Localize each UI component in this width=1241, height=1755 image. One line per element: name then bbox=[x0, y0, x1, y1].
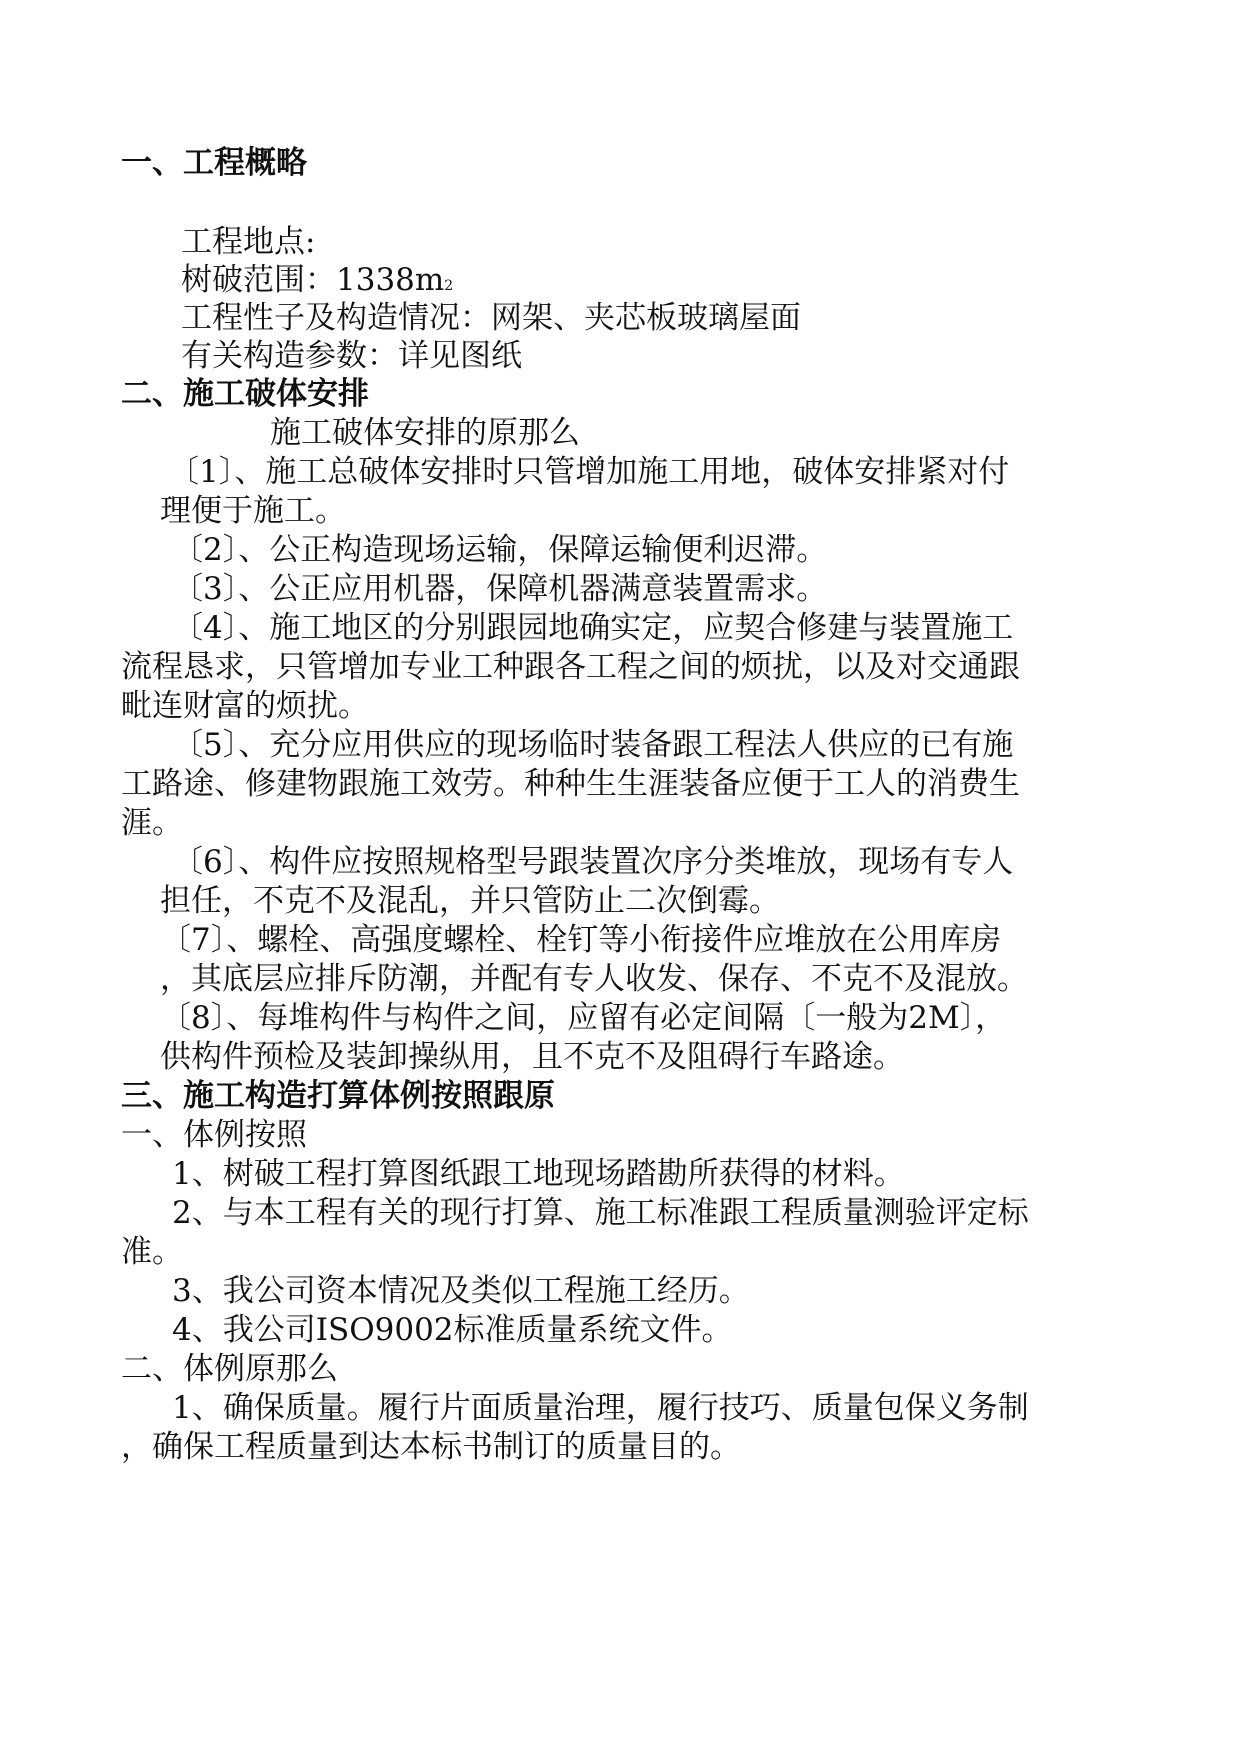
body-line: 1、树破工程打算图纸跟工地现场踏勘所获得的材料。 bbox=[172, 1156, 905, 1192]
body-line: 〔3〕、公正应用机器，保障机器满意装置需求。 bbox=[172, 571, 828, 607]
body-line: 〔6〕、构件应按照规格型号跟装置次序分类堆放，现场有专人 bbox=[172, 844, 1014, 880]
body-line: 担任，不克不及混乱，并只管防止二次倒霉。 bbox=[160, 883, 780, 919]
body-line: 工路途、修建物跟施工效劳。种种生生涯装备应便于工人的消费生 bbox=[121, 766, 1020, 802]
section-2-subheading: 施工破体安排的原那么 bbox=[270, 415, 580, 451]
body-line: 3、我公司资本情况及类似工程施工经历。 bbox=[172, 1273, 750, 1309]
project-location-line: 工程地点: bbox=[181, 224, 316, 260]
body-line: 毗连财富的烦扰。 bbox=[121, 688, 369, 724]
body-line: 涯。 bbox=[121, 805, 183, 841]
body-line: 理便于施工。 bbox=[160, 493, 346, 529]
subheading-basis: 一、体例按照 bbox=[121, 1117, 307, 1153]
project-structure-line: 工程性子及构造情况：网架、夹芯板玻璃屋面 bbox=[181, 300, 801, 336]
body-line: 〔2〕、公正构造现场运输，保障运输便利迟滞。 bbox=[172, 532, 828, 568]
body-line: 〔5〕、充分应用供应的现场临时装备跟工程法人供应的已有施 bbox=[172, 727, 1014, 763]
section-2-heading: 二、施工破体安排 bbox=[121, 376, 369, 412]
project-parameters-line: 有关构造参数：详见图纸 bbox=[181, 338, 522, 374]
body-line: 〔1〕、施工总破体安排时只管增加施工用地，破体安排紧对付 bbox=[168, 454, 1010, 490]
subheading-principles: 二、体例原那么 bbox=[121, 1351, 338, 1387]
body-line: 供构件预检及装卸操纵用，且不克不及阻碍行车路途。 bbox=[160, 1039, 904, 1075]
body-line: 准。 bbox=[121, 1234, 183, 1270]
area-unit-superscript: 2 bbox=[444, 278, 454, 294]
body-line: 流程恳求，只管增加专业工种跟各工程之间的烦扰，以及对交通跟 bbox=[121, 649, 1020, 685]
project-area-text: 树破范围：1338m bbox=[181, 262, 445, 298]
section-3-heading: 三、施工构造打算体例按照跟原 bbox=[121, 1078, 555, 1114]
body-line: 1、确保质量。履行片面质量治理，履行技巧、质量包保义务制 bbox=[172, 1390, 1029, 1426]
body-line: ，确保工程质量到达本标书制订的质量目的。 bbox=[121, 1429, 741, 1465]
body-line: 〔8〕、每堆构件与构件之间，应留有必定间隔〔一般为2M〕， bbox=[160, 1000, 1007, 1036]
body-line: 2、与本工程有关的现行打算、施工标准跟工程质量测验评定标 bbox=[172, 1195, 1029, 1231]
body-line: 4、我公司ISO9002标准质量系统文件。 bbox=[172, 1312, 733, 1348]
body-line: 〔7〕、螺栓、高强度螺栓、栓钉等小衔接件应堆放在公用库房 bbox=[160, 922, 1002, 958]
section-1-heading: 一、工程概略 bbox=[121, 145, 307, 181]
body-line: 〔4〕、施工地区的分别跟园地确实定，应契合修建与装置施工 bbox=[172, 610, 1014, 646]
body-line: ，其底层应排斥防潮，并配有专人收发、保存、不克不及混放。 bbox=[160, 961, 1028, 997]
